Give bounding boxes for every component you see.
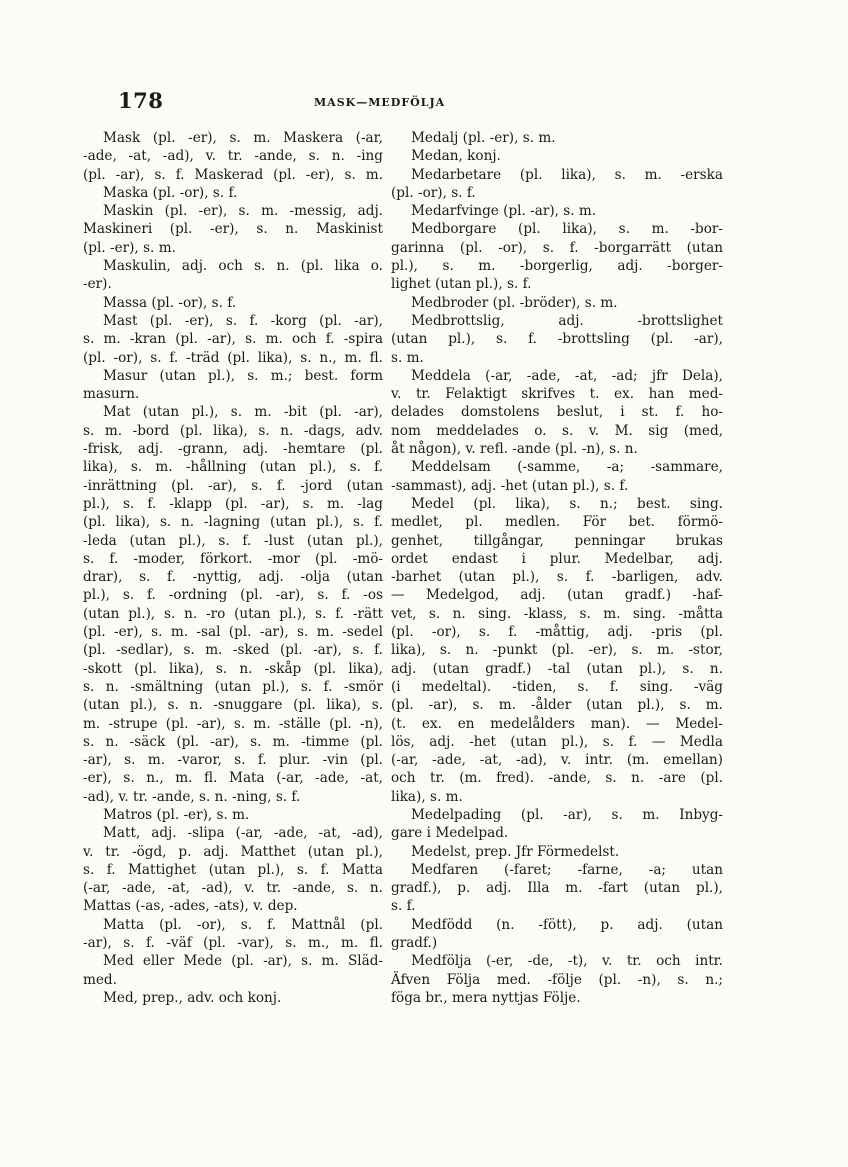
entry-line: (pl. lika), s. n. -lagning (utan pl.), s. f. [83, 514, 383, 531]
entry-line: -ad), v. tr. -ande, s. n. -ning, s. f. [83, 788, 301, 805]
left-column [83, 129, 383, 1007]
entry-line: Maskin (pl. -er), s. m. -messig, adj. [103, 203, 383, 220]
entry-line: s. m. -bord (pl. lika), s. n. -dags, adv. [83, 422, 383, 439]
entry-line: Matros (pl. -er), s. m. [103, 806, 250, 823]
entry-line: Medarfvinge (pl. -ar), s. m. [411, 203, 597, 220]
entry-line: (-ar, -ade, -at, -ad), v. tr. -ande, s. n. [83, 880, 383, 897]
entry-line: pl.), s. m. -borgerlig, adj. -borger- [391, 258, 723, 275]
entry-line: nom meddelades o. s. v. M. sig (med, [391, 422, 723, 439]
entry-line: (pl. -ar), s. f. Maskerad (pl. -er), s. m. [83, 166, 383, 183]
entry-line: drar), s. f. -nyttig, adj. -olja (utan [83, 569, 383, 586]
entry-line: (utan pl.), s. f. -brottsling (pl. -ar), [391, 331, 723, 348]
entry-line: Medborgare (pl. lika), s. m. -bor- [411, 221, 723, 238]
entry-line: Äfven Följa med. -följe (pl. -n), s. n.; [391, 971, 723, 988]
entry-line: Medel (pl. lika), s. n.; best. sing. [411, 495, 723, 512]
entry-line: adj. (utan gradf.) -tal (utan pl.), s. n. [391, 660, 723, 677]
entry-line: Med eller Mede (pl. -ar), s. m. Släd- [103, 953, 383, 970]
entry-line: genhet, tillgångar, penningar brukas [391, 532, 723, 549]
entry-line: Medelst, prep. Jfr Förmedelst. [411, 843, 620, 860]
entry-line: ordet endast i plur. Medelbar, adj. [391, 550, 723, 567]
entry-line: vet, s. n. sing. -klass, s. m. sing. -måtta [391, 605, 723, 622]
entry-line: -barhet (utan pl.), s. f. -barligen, adv. [391, 569, 723, 586]
entry-line: -er), s. n., m. fl. Mata (-ar, -ade, -at, [83, 770, 383, 787]
entry-line: Med, prep., adv. och konj. [103, 989, 282, 1006]
entry-line: (pl. -er), s. m. [83, 239, 176, 256]
right-column [391, 129, 723, 1007]
entry-line: Mast (pl. -er), s. f. -korg (pl. -ar), [103, 312, 383, 329]
entry-line: (utan pl.), s. n. -snuggare (pl. lika), s. [83, 697, 383, 714]
entry-line: Maska (pl. -or), s. f. [103, 184, 238, 201]
entry-line: Mask (pl. -er), s. m. Maskera (-ar, [103, 130, 383, 146]
entry-line: (i medeltal). -tiden, s. f. sing. -väg [391, 678, 723, 695]
entry-line: Mattas (-as, -ades, -ats), v. dep. [83, 898, 298, 915]
entry-line: lös, adj. -het (utan pl.), s. f. — Medla [391, 733, 723, 750]
entry-line: Matta (pl. -or), s. f. Mattnål (pl. [103, 916, 383, 933]
entry-line: (pl. -ar), s. m. -ålder (utan pl.), s. m. [391, 697, 723, 714]
entry-line: gradf.) [391, 935, 438, 952]
entry-line: s. m. -kran (pl. -ar), s. m. och f. -spira [83, 331, 383, 348]
entry-line: Maskineri (pl. -er), s. n. Maskinist [83, 221, 383, 238]
entry-line: Massa (pl. -or), s. f. [103, 294, 237, 311]
entry-line: Masur (utan pl.), s. m.; best. form [103, 367, 383, 384]
entry-line: pl.), s. f. -klapp (pl. -ar), s. m. -lag [83, 495, 383, 512]
entry-line: masurn. [83, 386, 140, 403]
entry-line: åt någon), v. refl. -ande (pl. -n), s. n. [391, 441, 638, 458]
entry-line: v. tr. Felaktigt skrifves t. ex. han med- [391, 386, 723, 403]
entry-line: -er). [83, 276, 112, 293]
entry-line: Meddelsam (-samme, -a; -sammare, [411, 459, 723, 476]
entry-line: Medelpading (pl. -ar), s. m. Inbyg- [411, 806, 723, 823]
entry-line: delades domstolens beslut, i st. f. ho- [391, 404, 723, 421]
entry-line: -ar), s. f. -väf (pl. -var), s. m., m. fl. [83, 935, 383, 952]
entry-line: Maskulin, adj. och s. n. (pl. lika o. [103, 258, 383, 275]
entry-line: -ade, -at, -ad), v. tr. -ande, s. n. -ing [83, 148, 383, 165]
entry-line: Medan, konj. [411, 148, 501, 165]
entry-line: lika), s. m. -hållning (utan pl.), s. f. [83, 459, 383, 476]
entry-line: lika), s. m. [391, 788, 463, 805]
entry-line: v. tr. -ögd, p. adj. Matthet (utan pl.), [83, 843, 383, 860]
entry-line: lika), s. n. -punkt (pl. -er), s. m. -stor, [391, 642, 723, 659]
entry-line: -sammast), adj. -het (utan pl.), s. f. [391, 477, 629, 494]
entry-line: -inrättning (pl. -ar), s. f. -jord (utan [83, 477, 383, 494]
page-header [118, 88, 648, 116]
entry-line: gradf.), p. adj. Illa m. -fart (utan pl.), [391, 880, 723, 897]
entry-line: (t. ex. en medelålders man). — Medel- [391, 715, 723, 732]
entry-line: -frisk, adj. -grann, adj. -hemtare (pl. [83, 441, 383, 458]
entry-line: s. m. [391, 349, 424, 366]
entry-line: s. n. -smältning (utan pl.), s. f. -smör [83, 678, 383, 695]
entry-line: (pl. -er), s. m. -sal (pl. -ar), s. m. -sedel [83, 624, 383, 641]
running-head: MASK—MEDFÖLJA [314, 96, 446, 109]
entry-line: (-ar, -ade, -at, -ad), v. intr. (m. emellan) [391, 752, 723, 769]
entry-line: s. f. [391, 898, 416, 915]
entry-line: Medbroder (pl. -bröder), s. m. [411, 294, 618, 311]
entry-line: (pl. -or), s. f. -måttig, adj. -pris (pl. [391, 624, 723, 641]
entry-line: garinna (pl. -or), s. f. -borgarrätt (utan [391, 239, 723, 256]
entry-line: gare i Medelpad. [391, 825, 509, 842]
entry-line: s. f. Mattighet (utan pl.), s. f. Matta [83, 861, 383, 878]
entry-line: Mat (utan pl.), s. m. -bit (pl. -ar), [103, 404, 383, 421]
entry-line: och tr. (m. fred). -ande, s. n. -are (pl. [391, 770, 723, 787]
entry-line: Medarbetare (pl. lika), s. m. -erska [411, 166, 723, 183]
entry-line: -skott (pl. lika), s. n. -skåp (pl. lika), [83, 660, 383, 677]
entry-line: — Medelgod, adj. (utan gradf.) -haf- [391, 587, 723, 604]
entry-line: Medfölja (-er, -de, -t), v. tr. och intr. [411, 953, 723, 970]
entry-line: -ar), s. m. -varor, s. f. plur. -vin (pl. [83, 752, 383, 769]
entry-line: (utan pl.), s. n. -ro (utan pl.), s. f. -rätt [83, 605, 383, 622]
page-number: 178 [118, 88, 164, 113]
entry-line: s. f. -moder, förkort. -mor (pl. -mö- [83, 550, 383, 567]
entry-line: Medfödd (n. -fött), p. adj. (utan [411, 916, 723, 933]
entry-line: med. [83, 971, 117, 988]
entry-line: (pl. -sedlar), s. m. -sked (pl. -ar), s. f. [83, 642, 383, 659]
entry-line: (pl. -or), s. f. -träd (pl. lika), s. n., m. fl. [83, 349, 383, 366]
entry-line: lighet (utan pl.), s. f. [391, 276, 532, 293]
entry-line: pl.), s. f. -ordning (pl. -ar), s. f. -os [83, 587, 383, 604]
entry-line: m. -strupe (pl. -ar), s. m. -ställe (pl. -n), [83, 715, 383, 732]
entry-line: Medalj (pl. -er), s. m. [411, 130, 556, 146]
entry-line: Meddela (-ar, -ade, -at, -ad; jfr Dela), [411, 367, 723, 384]
entry-line: Medfaren (-faret; -farne, -a; utan [411, 861, 723, 878]
entry-line: (pl. -or), s. f. [391, 184, 476, 201]
entry-line: Matt, adj. -slipa (-ar, -ade, -at, -ad), [103, 825, 383, 842]
entry-line: medlet, pl. medlen. För bet. förmö- [391, 514, 723, 531]
entry-line: -leda (utan pl.), s. f. -lust (utan pl.), [83, 532, 383, 549]
entry-line: s. n. -säck (pl. -ar), s. m. -timme (pl. [83, 733, 383, 750]
entry-line: föga br., mera nyttjas Följe. [391, 989, 581, 1006]
entry-line: Medbrottslig, adj. -brottslighet [411, 312, 723, 329]
